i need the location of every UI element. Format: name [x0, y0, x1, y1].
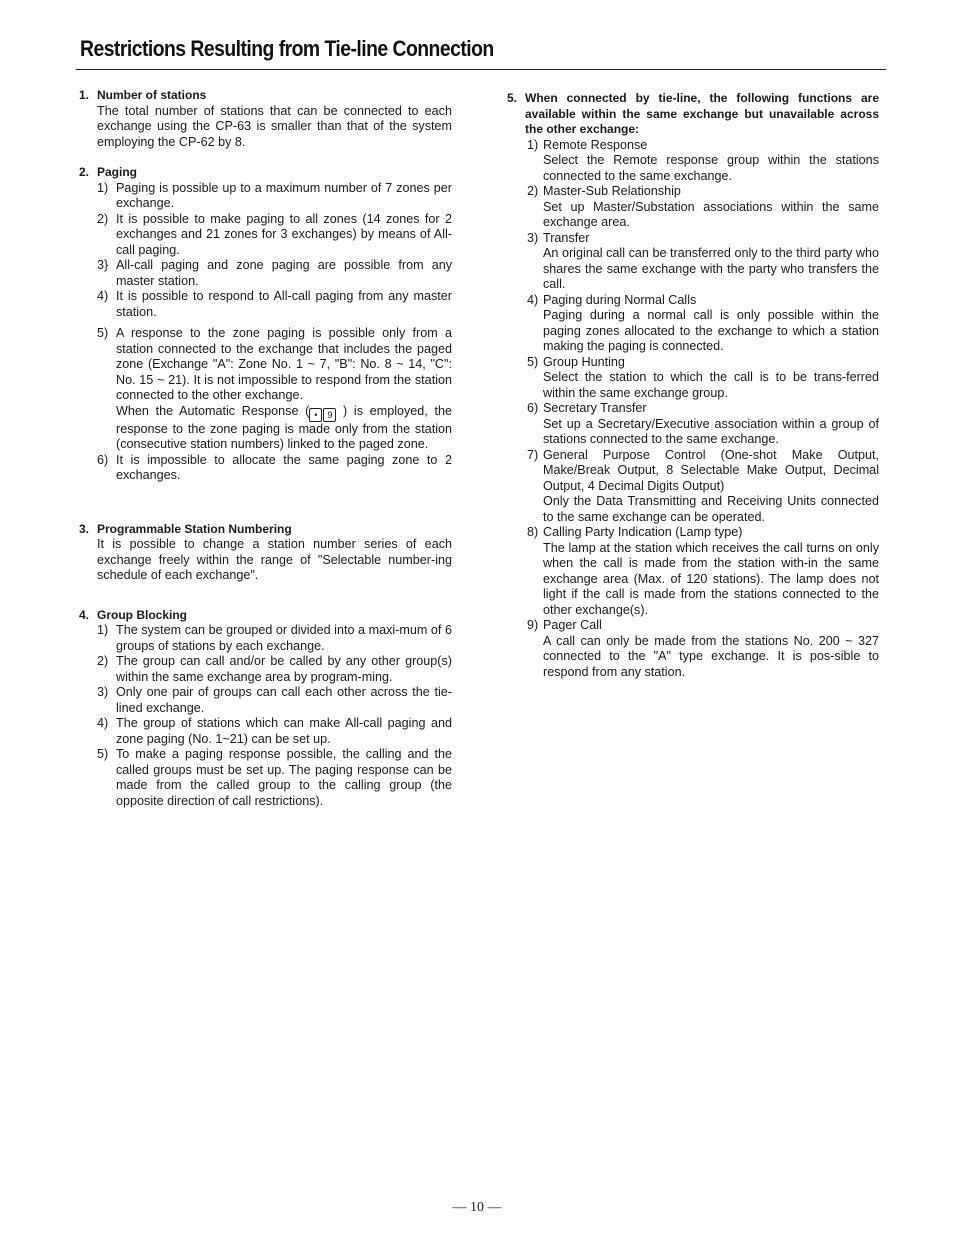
section-title: Paging: [97, 165, 138, 179]
list-item: [79, 181, 452, 212]
item-body: Set up a Secretary/Executive association within a group of stations connected to the same exchange.: [543, 416, 879, 446]
item-number: 6): [97, 452, 109, 467]
item-title-row: [507, 293, 879, 309]
list-item: [507, 618, 879, 680]
section-programmable-station-numbering: [79, 522, 452, 584]
item-text: It is possible to make paging to all zones (14 zones for 2 exchanges and 21 zones for 3 exchanges) by means of All-call paging.: [116, 211, 452, 257]
left-column: [79, 88, 452, 809]
item-title: Secretary Transfer: [543, 401, 647, 415]
item-title-row: [507, 401, 879, 417]
item-text: The group of stations which can make All-call paging and zone paging (No. 1~21) can be set up.: [116, 716, 452, 746]
item-title-row: [507, 618, 879, 634]
section-number: 5.: [507, 91, 518, 105]
list-item: [79, 453, 452, 484]
list-item: [507, 448, 879, 526]
item-number: 6): [527, 401, 539, 415]
list-item: [79, 289, 452, 320]
list-item: [79, 654, 452, 685]
section-body: The total number of stations that can be connected to each exchange using the CP-63 is smaller than that of the system employing the CP-62 by 8.: [97, 103, 452, 149]
section-title: Programmable Station Numbering: [97, 521, 292, 536]
item-number: 2): [97, 211, 109, 226]
section-heading: [79, 608, 452, 624]
item-number: 4): [97, 716, 109, 730]
section-group-blocking: [79, 608, 452, 810]
item-title: Transfer: [543, 230, 590, 245]
section-body: It is possible to change a station number series of each exchange freely within the range of "Selectable number-ing schedule of each exchange".: [97, 537, 452, 582]
list-item: [507, 293, 879, 355]
list-item: [507, 231, 879, 293]
item-number: 1): [527, 137, 539, 152]
item-text: All-call paging and zone paging are possible from any master station.: [116, 258, 452, 288]
key-icon: [309, 408, 336, 422]
list-item: [507, 401, 879, 448]
list-item: [507, 184, 879, 231]
item-body: Select the station to which the call is to be trans-ferred within the same exchange group.: [543, 370, 879, 400]
item-text-continued: When the Automatic Response ( • 9 ) is employed, the response to the zone paging is made only from the station (consecutive station numbers) linked to the paged zone.: [116, 403, 453, 451]
item-text: It is impossible to allocate the same paging zone to 2 exchanges.: [116, 452, 452, 482]
item-body: The lamp at the station which receives the call turns on only when the call is made from the station with-in the same exchange area (Max. of 120 stations). The lamp does not light if the call is made from the stations connected to the other exchange(s).: [543, 540, 879, 617]
list-item: [79, 258, 452, 289]
item-number: 3): [527, 230, 539, 245]
item-number: 8): [527, 525, 539, 539]
item-title: Pager Call: [543, 618, 602, 632]
item-title-row: [507, 525, 879, 541]
item-title: Master-Sub Relationship: [543, 184, 681, 198]
section-title: Group Blocking: [97, 607, 187, 622]
item-number: 5): [97, 326, 109, 340]
item-title: Paging during Normal Calls: [543, 292, 697, 307]
item-number: 2): [527, 184, 539, 198]
section-number: 3.: [79, 521, 90, 536]
item-text: To make a paging response possible, the calling and the called groups must be set up. The paging response can be made from the called group to the calling group (the opposite direction of call restrictions).: [116, 747, 452, 808]
list-item: [79, 685, 452, 716]
list-item: [79, 716, 452, 747]
item-body: An original call can be transferred only to the third party who shares the same exchange with the party who transfers the call.: [543, 246, 879, 291]
section-heading: [79, 165, 452, 181]
item-number: 3}: [97, 258, 109, 272]
right-column: [507, 91, 879, 680]
list-item: [507, 525, 879, 618]
item-number: 5): [97, 747, 109, 761]
list-item: [79, 623, 452, 654]
item-number: 4): [527, 292, 539, 307]
title-rule: [76, 69, 886, 70]
list-item: [79, 747, 452, 809]
item-title-row: [507, 184, 879, 200]
nine-key-icon: 9: [323, 408, 336, 422]
item-number: 2): [97, 654, 109, 668]
item-number: 9): [527, 618, 539, 632]
item-text: Paging is possible up to a maximum number of 7 zones per exchange.: [116, 180, 452, 210]
list-item: [79, 326, 452, 453]
item-title: Remote Response: [543, 137, 648, 152]
section-number: 2.: [79, 165, 90, 179]
item-number: 7): [527, 447, 539, 462]
item-text: A response to the zone paging is possible only from a station connected to the exchange that includes the paged zone (Exchange "A": Zone No. 1 ~ 7, "B": No. 8 ~ 14, "C": No. 15 ~ 21). It is not impossible to respond from the station connected to the other exchange.: [116, 326, 452, 402]
item-text: The system can be grouped or divided into a maxi-mum of 6 groups of stations by each exchange.: [116, 623, 452, 653]
item-number: 4): [97, 289, 109, 303]
item-body: A call can only be made from the stations No. 200 ~ 327 connected to the "A" type exchange. It is pos-sible to respond from any station.: [543, 633, 879, 679]
section-number: 1.: [79, 88, 90, 102]
item-title: Calling Party Indication (Lamp type): [543, 525, 743, 539]
item-text: Only one pair of groups can call each other across the tie-lined exchange.: [116, 685, 452, 715]
item-number: 1): [97, 180, 109, 195]
item-body: Set up Master/Substation associations within the same exchange area.: [543, 199, 879, 229]
list-item: [79, 212, 452, 259]
section-number: 4.: [79, 607, 90, 622]
list-item: [507, 355, 879, 402]
section-paging: [79, 165, 452, 484]
item-title-row: [507, 355, 879, 371]
item-title-row: [507, 231, 879, 247]
list-item: [507, 138, 879, 185]
section-title: Number of stations: [97, 88, 207, 102]
item-title: Group Hunting: [543, 354, 625, 369]
section-heading: [507, 91, 879, 138]
item-number: 5): [527, 354, 539, 369]
item-body: Paging during a normal call is only possible within the paging zones allocated to the exchange to which a station making the paging is connected.: [543, 308, 879, 353]
item-title-row: [507, 448, 879, 495]
section-number-of-stations: [79, 88, 452, 150]
page-number: — 10 —: [452, 1200, 502, 1215]
page-title: Restrictions Resulting from Tie-line Connection: [80, 36, 494, 61]
dot-key-icon: •: [309, 408, 322, 422]
item-number: 1): [97, 623, 109, 637]
section-title: When connected by tie-line, the following functions are available within the same exchange but unavailable across the other exchange:: [525, 91, 879, 136]
section-heading: [79, 522, 452, 538]
item-number: 3): [97, 685, 109, 699]
item-title-row: [507, 138, 879, 154]
section-heading: [79, 88, 452, 104]
item-body: Only the Data Transmitting and Receiving Units connected to the same exchange can be operated.: [543, 494, 879, 524]
item-title: General Purpose Control (One-shot Make Output, Make/Break Output, 8 Selectable Make Output, Decimal Output, 4 Decimal Digits Output): [543, 447, 879, 493]
item-text: It is possible to respond to All-call paging from any master station.: [116, 289, 452, 319]
item-text: The group can call and/or be called by any other group(s) within the same exchange area by program-ming.: [116, 654, 452, 684]
item-body: Select the Remote response group within the stations connected to the same exchange.: [543, 153, 879, 183]
